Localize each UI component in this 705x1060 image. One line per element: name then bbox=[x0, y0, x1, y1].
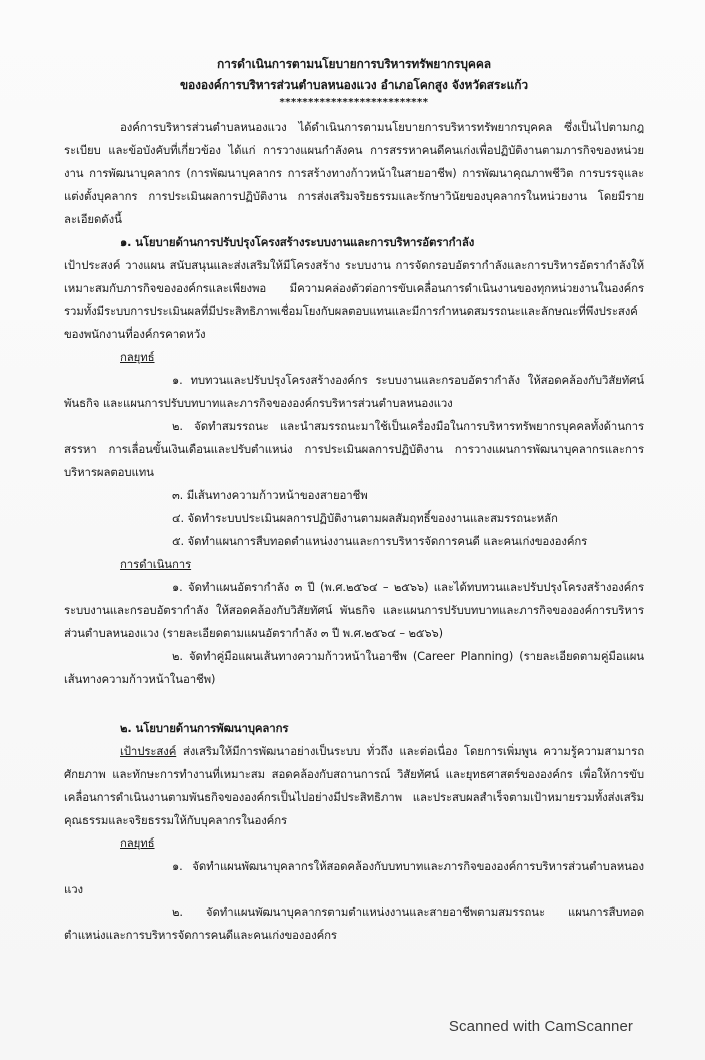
document-title-line-2: ขององค์การบริหารส่วนตำบลหนองแวง อำเภอโคกสูง จังหวัดสระแก้ว bbox=[179, 78, 529, 92]
section-2-strategy-1: ๑. จัดทำแผนพัฒนาบุคลากรให้สอดคล้องกับบทบาทและภารกิจขององค์การบริหารส่วนตำบลหนองแวง bbox=[64, 859, 644, 896]
section-2-strategy-2: ๒. จัดทำแผนพัฒนาบุคลากรตามตำแหน่งงานและสายอาชีพตามสมรรถนะ แผนการสืบทอดตำแหน่งและการบริหารจัดการคนดีและคนเก่งขององค์กร bbox=[64, 905, 644, 942]
section-2-purpose-text: ส่งเสริมให้มีการพัฒนาอย่างเป็นระบบ ทั่วถึง และต่อเนื่อง โดยการเพิ่มพูน ความรู้ความสามารถศักยภาพ และทักษะการทำงานที่เหมาะสม สอดคล้องกับสถานการณ์ วิสัยทัศน์ และยุทธศาสตร์ขององค์กร เพื่อให้การขับเคลื่อนการดำเนินงานตามพันธกิจขององค์กรเป็นไปอย่างมีประสิทธิภาพ และประสบผลสำเร็จตามเป้าหมายรวมทั้งส่งเสริมคุณธรรมและจริยธรรมให้กับบุคลากรในองค์กร bbox=[64, 744, 644, 827]
title-separator: ************************** bbox=[279, 97, 429, 108]
section-2-purpose bbox=[64, 740, 644, 832]
section-1-purpose: เป้าประสงค์ วางแผน สนับสนุนและส่งเสริมให้มีโครงสร้าง ระบบงาน การจัดกรอบอัตรากำลังและการบริหารอัตรากำลังให้เหมาะสมกับภารกิจขององค์กรและเพียงพอ มีความคล่องตัวต่อการขับเคลื่อนการดำเนินงานของทุกหน่วยงานในองค์กร รวมทั้งมีระบบการประเมินผลที่มีประสิทธิภาพเชื่อมโยงกับผลตอบแทนและมีการกำหนดสมรรถนะและลักษณะที่พึงประสงค์ของพนักงานที่องค์กรคาดหวัง bbox=[64, 258, 644, 341]
section-1-strategy-3: ๓. มีเส้นทางความก้าวหน้าของสายอาชีพ bbox=[172, 488, 368, 502]
section-1-strategy-label: กลยุทธ์ bbox=[120, 350, 155, 364]
document-body bbox=[64, 54, 644, 947]
section-1-strategy-4: ๔. จัดทำระบบประเมินผลการปฏิบัติงานตามผลสัมฤทธิ์ของงานและสมรรถนะหลัก bbox=[172, 511, 558, 525]
section-1-implementation-2: ๒. จัดทำคู่มือแผนเส้นทางความก้าวหน้าในอาชีพ (Career Planning) (รายละเอียดตามคู่มือแผนเส้นทางความก้าวหน้าในอาชีพ) bbox=[64, 649, 644, 686]
camscanner-watermark: Scanned with CamScanner bbox=[448, 1018, 633, 1035]
document-title-line-1: การดำเนินการตามนโยบายการบริหารทรัพยากรบุคคล bbox=[216, 57, 492, 71]
section-gap bbox=[64, 691, 644, 717]
section-1-implementation-label: การดำเนินการ bbox=[120, 557, 192, 571]
section-1-strategy-1: ๑. ทบทวนและปรับปรุงโครงสร้างองค์กร ระบบงานและกรอบอัตรากำลัง ให้สอดคล้องกับวิสัยทัศน์ พันธกิจ และแผนการปรับบทบาทและภารกิจขององค์กรบริหารส่วนตำบลหนองแวง bbox=[64, 373, 644, 410]
section-1-heading: ๑. นโยบายด้านการปรับปรุงโครงสร้างระบบงานและการบริหารอัตรากำลัง bbox=[120, 235, 475, 249]
section-2-strategy-label: กลยุทธ์ bbox=[120, 836, 155, 850]
intro-paragraph: องค์การบริหารส่วนตำบลหนองแวง ได้ดำเนินการตามนโยบายการบริหารทรัพยากรบุคคล ซึ่งเป็นไปตามกฎระเบียบ และข้อบังคับที่เกี่ยวข้อง ได้แก่ การวางแผนกำลังคน การสรรหาคนดีคนเก่งเพื่อปฏิบัติงานตามภารกิจของหน่วยงาน การพัฒนาบุคลากร (การพัฒนาบุคลากร การสร้างทางก้าวหน้าในสายอาชีพ) การพัฒนาคุณภาพชีวิต การบรรจุและแต่งตั้งบุคลากร การประเมินผลการปฏิบัติงาน การส่งเสริมจริยธรรมและรักษาวินัยของบุคลากรในหน่วยงาน โดยมีรายละเอียดดังนี้ bbox=[64, 120, 644, 226]
section-2-heading: ๒. นโยบายด้านการพัฒนาบุคลากร bbox=[120, 721, 289, 735]
section-1-strategy-5: ๕. จัดทำแผนการสืบทอดตำแหน่งงานและการบริหารจัดการคนดี และคนเก่งขององค์กร bbox=[172, 534, 588, 548]
section-1-strategy-2: ๒. จัดทำสมรรถนะ และนำสมรรถนะมาใช้เป็นเครื่องมือในการบริหารทรัพยากรบุคคลทั้งด้านการสรรหา การเลื่อนขั้นเงินเดือนและปรับตำแหน่ง การประเมินผลการปฏิบัติงาน การวางแผนการพัฒนาบุคลากรและการบริหารผลตอบแทน bbox=[64, 419, 644, 479]
section-1-implementation-1: ๑. จัดทำแผนอัตรากำลัง ๓ ปี (พ.ศ.๒๕๖๔ – ๒๕๖๖) และได้ทบทวนและปรับปรุงโครงสร้างองค์กร ระบบงานและกรอบอัตรากำลัง ให้สอดคล้องกับวิสัยทัศน์ พันธกิจ และแผนการปรับบทบาทและภารกิจขององค์การบริหารส่วนตำบลหนองแวง (รายละเอียดตามแผนอัตรากำลัง ๓ ปี พ.ศ.๒๕๖๔ – ๒๕๖๖) bbox=[64, 580, 644, 640]
section-2-purpose-label: เป้าประสงค์ bbox=[120, 744, 177, 758]
